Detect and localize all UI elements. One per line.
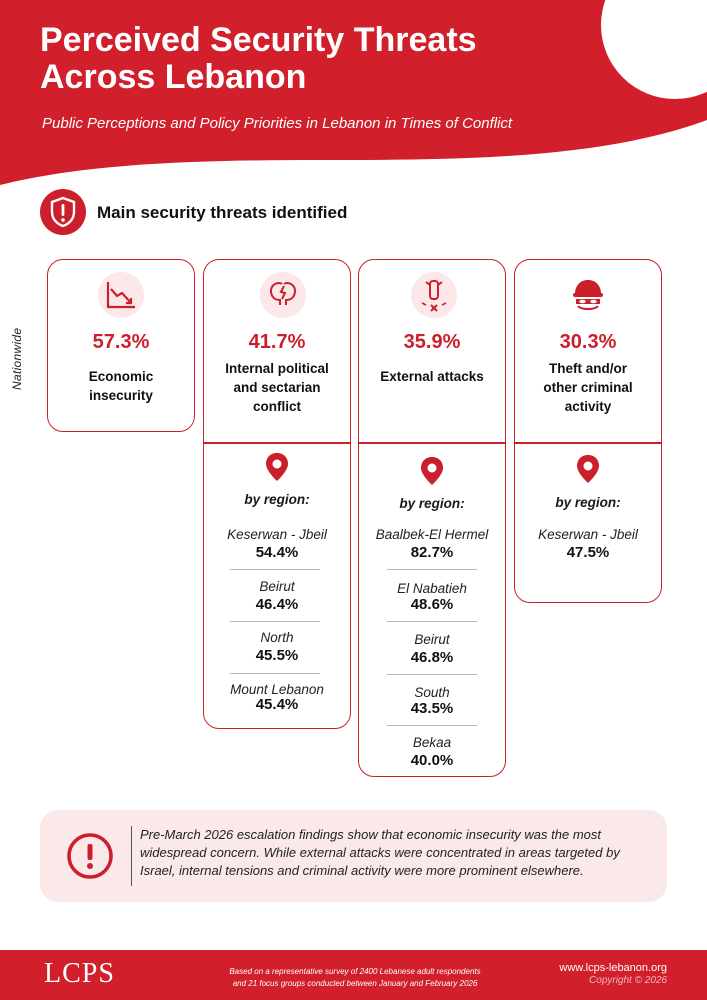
label-line: Theft and/or — [549, 361, 627, 376]
region-name: North — [260, 630, 294, 645]
region-separator — [230, 569, 320, 570]
region-name: Bekaa — [412, 735, 452, 750]
threat-label-internal-conflict — [203, 359, 351, 416]
note-divider — [131, 826, 132, 886]
page-title — [40, 22, 580, 96]
region-name: Baalbek-El Hermel — [375, 527, 489, 542]
region-value: 40.0% — [410, 752, 454, 769]
region-name: Keserwan - Jbeil — [227, 527, 327, 542]
region-value: 54.4% — [255, 544, 299, 561]
region-value: 46.8% — [410, 649, 454, 666]
shield-alert-icon — [40, 189, 86, 235]
label-line: activity — [564, 399, 612, 414]
region-value: 45.4% — [255, 696, 299, 713]
by-region-label: by region: — [244, 492, 310, 507]
title-line-2: Across Lebanon — [40, 58, 307, 96]
nationwide-label: Nationwide — [10, 327, 24, 390]
source-line: Based on a representative survey of 2400 Lebanese adult respondents — [229, 967, 481, 976]
masked-thief-icon — [565, 272, 611, 318]
region-value: 43.5% — [410, 700, 454, 717]
conflict-heads-icon — [260, 272, 306, 318]
card-divider — [359, 442, 505, 444]
threat-percent-economic: 57.3% — [92, 331, 150, 353]
lcps-logo: LCPS — [44, 958, 115, 989]
threat-label-criminal-activity — [514, 359, 662, 416]
region-value: 46.4% — [255, 596, 299, 613]
title-line-1: Perceived Security Threats — [40, 21, 477, 59]
region-name: Beirut — [414, 632, 450, 647]
region-separator — [230, 621, 320, 622]
label-line: conflict — [252, 399, 301, 414]
location-pin-icon — [264, 452, 290, 482]
by-region-label: by region: — [555, 495, 621, 510]
region-name: South — [414, 685, 450, 700]
region-separator — [230, 673, 320, 674]
card-divider — [515, 442, 661, 444]
region-value: 48.6% — [410, 596, 454, 613]
region-separator — [387, 569, 477, 570]
region-value: 45.5% — [255, 647, 299, 664]
location-pin-icon — [419, 456, 445, 486]
threat-label-economic — [47, 367, 195, 405]
label-line: Economic — [88, 369, 154, 384]
region-separator — [387, 674, 477, 675]
card-divider — [204, 442, 350, 444]
missile-icon — [411, 272, 457, 318]
label-line: External attacks — [380, 369, 484, 384]
by-region-label: by region: — [399, 496, 465, 511]
region-value: 47.5% — [566, 544, 610, 561]
website-link[interactable]: www.lcps-lebanon.org — [559, 962, 667, 974]
declining-chart-icon — [98, 272, 144, 318]
source-note — [210, 966, 500, 990]
label-line: other criminal — [543, 380, 633, 395]
location-pin-icon — [575, 454, 601, 484]
source-line: and 21 focus groups conducted between January and February 2026 — [232, 979, 478, 988]
label-line: and sectarian — [233, 380, 321, 395]
region-name: Mount Lebanon — [230, 682, 324, 697]
threat-label-external-attacks — [358, 367, 506, 386]
copyright: Copyright © 2026 — [589, 975, 667, 986]
region-name: El Nabatieh — [397, 581, 467, 596]
region-separator — [387, 725, 477, 726]
exclamation-icon — [66, 832, 114, 880]
label-line: Internal political — [225, 361, 329, 376]
label-line: insecurity — [89, 388, 153, 403]
threat-percent-external-attacks: 35.9% — [403, 331, 461, 353]
page-subtitle: Public Perceptions and Policy Priorities in Lebanon in Times of Conflict — [42, 115, 513, 132]
threat-percent-internal-conflict: 41.7% — [248, 331, 306, 353]
threat-percent-criminal-activity: 30.3% — [559, 331, 617, 353]
region-separator — [387, 621, 477, 622]
region-value: 82.7% — [410, 544, 454, 561]
note-text: Pre-March 2026 escalation findings show that economic insecurity was the most widespread concern. While external attacks were concentrated in areas targeted by Israel, internal tensions and criminal activity were more prominent elsewhere. — [140, 827, 620, 878]
region-name: Beirut — [259, 579, 295, 594]
section-title: Main security threats identified — [97, 203, 348, 222]
region-name: Keserwan - Jbeil — [538, 527, 638, 542]
